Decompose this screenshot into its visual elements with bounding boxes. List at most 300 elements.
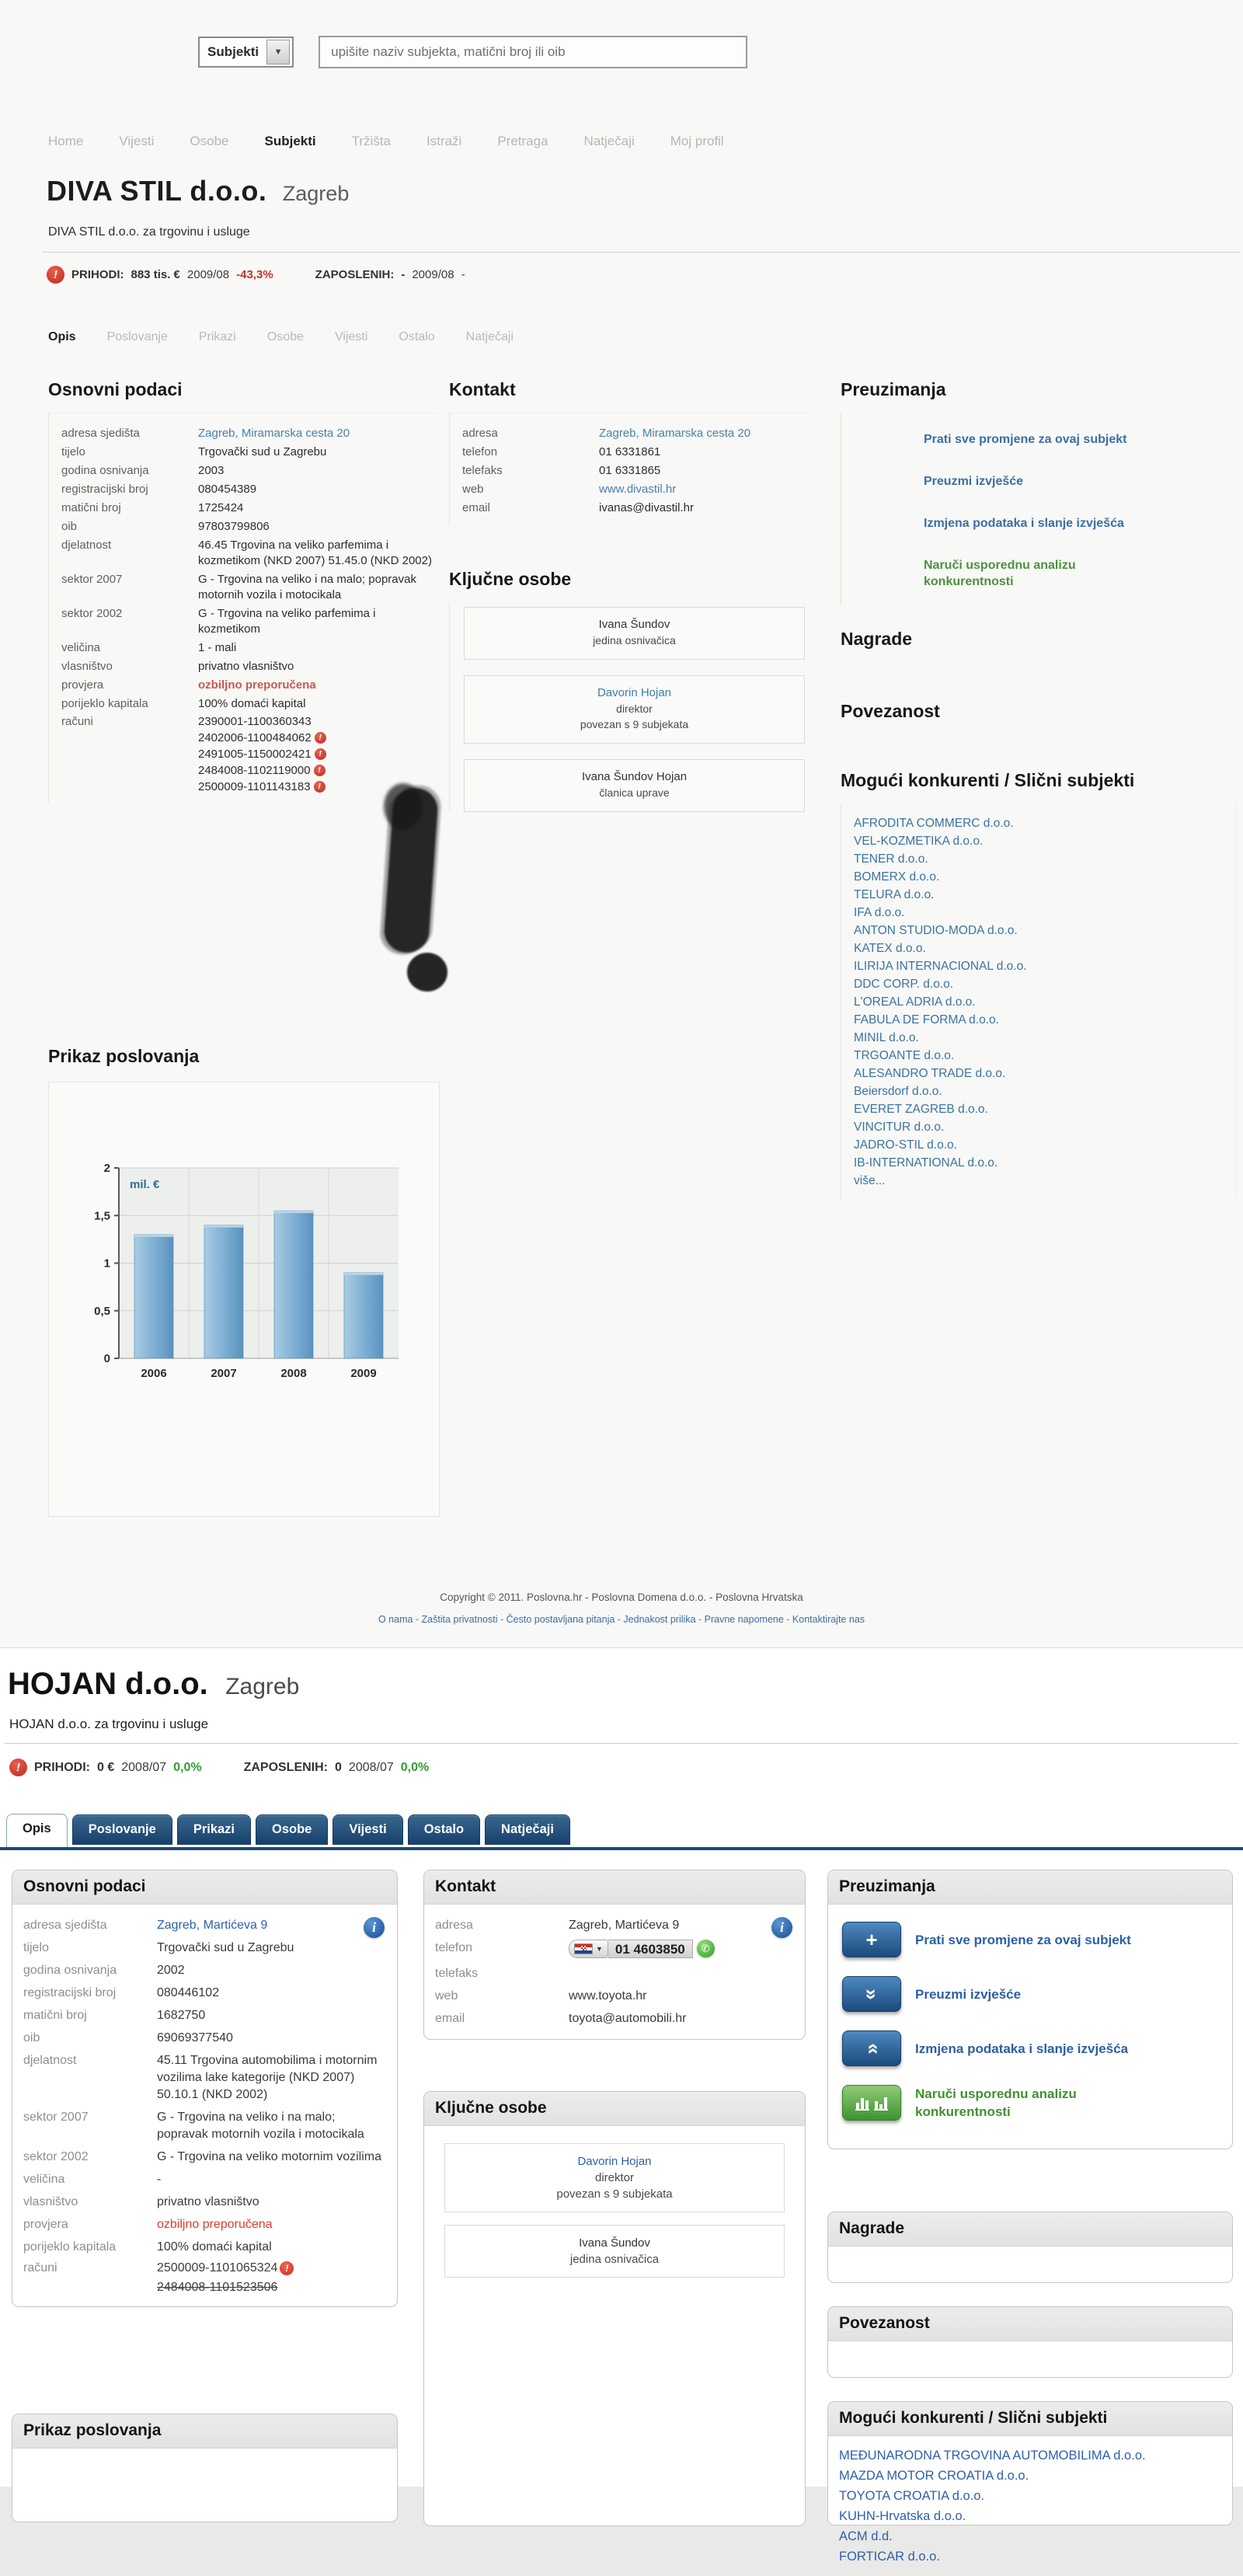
table-row xyxy=(23,2004,386,2027)
table-row xyxy=(23,2236,386,2258)
info-icon[interactable]: i xyxy=(364,1917,385,1938)
table-row xyxy=(23,2146,386,2168)
row-value: 080454389 xyxy=(198,483,257,496)
kontakt-box xyxy=(423,1870,806,2040)
call-icon[interactable]: ✆ xyxy=(697,1940,715,1957)
download-link[interactable]: Prati sve promjene za ovaj subjekt xyxy=(915,1932,1131,1947)
row-label: adresa xyxy=(435,1918,473,1932)
tab[interactable]: Poslovanje xyxy=(72,1814,172,1845)
column-osnovni xyxy=(48,379,438,803)
competitor-link[interactable]: JADRO-STIL d.o.o. xyxy=(854,1138,957,1152)
table-row xyxy=(61,518,438,536)
competitor-link[interactable]: TRGOANTE d.o.o. xyxy=(854,1049,955,1062)
web-link[interactable]: www.toyota.hr xyxy=(569,1989,647,2003)
table-row xyxy=(61,443,438,462)
tab[interactable]: Vijesti xyxy=(335,330,368,343)
company-name: DIVA STIL d.o.o. xyxy=(47,175,267,207)
racuni-list xyxy=(198,713,326,795)
osnovni-body xyxy=(12,1905,397,2306)
row-value: 2003 xyxy=(198,464,225,477)
competitor-link[interactable]: više... xyxy=(854,1174,886,1187)
zaposlenih-change: - xyxy=(461,268,465,281)
section-title-kljucne: Ključne osobe xyxy=(424,2092,805,2126)
row-label: registracijski broj xyxy=(23,1985,117,1999)
table-row xyxy=(61,499,438,518)
row-label: tijelo xyxy=(61,445,85,458)
footer-link[interactable]: O nama xyxy=(378,1614,413,1625)
section-title-prikaz: Prikaz poslovanja xyxy=(48,1046,200,1066)
person-name[interactable]: Davorin Hojan xyxy=(597,686,672,699)
analysis-button[interactable] xyxy=(842,2085,901,2121)
alert-badge-icon: ! xyxy=(315,732,326,744)
table-row xyxy=(23,1936,386,1959)
row-value: privatno vlasništvo xyxy=(157,2194,259,2208)
chevrons-up-icon: » xyxy=(859,2042,883,2055)
nagrade-box xyxy=(827,2212,1233,2283)
account-number: 2491005-1150002421 xyxy=(198,748,312,761)
search-input[interactable] xyxy=(319,36,747,68)
company-header xyxy=(8,1667,299,1702)
competitor-link[interactable]: ACM d.d. xyxy=(839,2529,893,2543)
table-row xyxy=(23,2027,386,2049)
zaposlenih-value: - xyxy=(401,268,406,281)
table-row xyxy=(435,2007,794,2030)
prihodi-label: PRIHODI: xyxy=(34,1760,90,1774)
row-label: sektor 2007 xyxy=(23,2110,89,2124)
table-row xyxy=(435,1985,794,2007)
row-label: oib xyxy=(23,2030,40,2044)
osnovni-rows xyxy=(23,1914,386,2258)
nav-item[interactable]: Moj profil xyxy=(670,134,724,148)
prihodi-label: PRIHODI: xyxy=(71,268,124,281)
competitor-link[interactable]: TENER d.o.o. xyxy=(854,852,928,866)
table-row xyxy=(435,1914,794,1936)
competitors-list xyxy=(828,2436,1232,2576)
section-title-nagrade: Nagrade xyxy=(828,2212,1232,2247)
copyright-text: Copyright © 2011. Poslovna.hr - Poslovna Domena d.o.o. - Poslovna Hrvatska xyxy=(440,1591,803,1603)
person-card xyxy=(464,759,805,812)
competitor-link[interactable]: L'OREAL ADRIA d.o.o. xyxy=(854,995,976,1009)
row-value: privatno vlasništvo xyxy=(198,660,294,673)
footer-links xyxy=(0,1614,1243,1625)
svg-text:2: 2 xyxy=(103,1162,110,1175)
tab[interactable]: Osobe xyxy=(256,1814,328,1845)
download-link[interactable]: Preuzmi izvješće xyxy=(915,1986,1022,2002)
svg-text:2007: 2007 xyxy=(211,1367,237,1380)
page-footer xyxy=(0,1591,1243,1625)
row-label: telefon xyxy=(462,445,498,458)
account-line xyxy=(157,2278,294,2297)
section-title-konkurenti: Mogući konkurenti / Slični subjekti xyxy=(828,2402,1232,2436)
row-label: računi xyxy=(23,2261,57,2274)
prihodi-period: 2009/08 xyxy=(186,268,230,281)
nav-item[interactable]: Natječaji xyxy=(583,134,635,148)
row-value: 100% domaći kapital xyxy=(157,2240,272,2254)
account-number: 2500009-1101065324 xyxy=(157,2261,278,2274)
section-title-kontakt: Kontakt xyxy=(449,379,516,399)
footer-link[interactable]: - Kontaktirajte nas xyxy=(784,1614,865,1625)
prihodi-period: 2008/07 xyxy=(121,1760,167,1774)
competitor-link[interactable]: IB-INTERNATIONAL d.o.o. xyxy=(854,1156,998,1169)
tab[interactable]: Prikazi xyxy=(198,330,236,343)
row-label: registracijski broj xyxy=(61,483,148,496)
table-row xyxy=(23,1959,386,1982)
bar-chart-icon xyxy=(855,2093,889,2112)
row-label: telefon xyxy=(435,1940,473,1954)
osnovni-table xyxy=(48,413,438,803)
osnovni-box xyxy=(12,1870,398,2307)
table-row xyxy=(462,424,813,443)
plus-icon: + xyxy=(865,1927,878,1951)
row-label: email xyxy=(462,501,490,514)
table-row xyxy=(23,2191,386,2213)
racuni-block xyxy=(61,713,438,795)
competitor-link[interactable]: VEL-KOZMETIKA d.o.o. xyxy=(854,835,984,848)
competitor-link[interactable]: BOMERX d.o.o. xyxy=(854,870,940,884)
table-row xyxy=(462,499,813,518)
info-icon[interactable]: i xyxy=(771,1917,792,1938)
prihodi-value: 883 tis. € xyxy=(131,268,180,281)
person-extra: povezan s 9 subjekata xyxy=(580,718,689,730)
row-value: 45.11 Trgovina automobilima i motornim vozilima lake kategorije (NKD 2007) 50.10.1 (NKD 2002) xyxy=(157,2053,378,2101)
alert-badge-icon: ! xyxy=(314,781,326,793)
account-line xyxy=(198,713,326,730)
tab[interactable]: Opis xyxy=(48,330,76,343)
row-label: adresa xyxy=(462,427,498,440)
prihodi-value: 0 € xyxy=(97,1760,115,1774)
row-label: porijeklo kapitala xyxy=(23,2240,117,2254)
section-title-preuzimanja: Preuzimanja xyxy=(841,379,946,399)
row-value: Zagreb, Martićeva 9 xyxy=(157,1918,268,1932)
row-label: adresa sjedišta xyxy=(23,1918,107,1932)
download-link[interactable]: Naruči usporednu analizu konkurentnosti xyxy=(924,559,1076,588)
row-value: Trgovački sud u Zagrebu xyxy=(198,445,327,458)
profile-tabs xyxy=(48,330,514,344)
email-value[interactable]: toyota@automobili.hr xyxy=(569,2011,687,2025)
row-label: email xyxy=(435,2011,465,2025)
table-row xyxy=(435,1962,794,1985)
download-link[interactable]: Naruči usporednu analizu konkurentnosti xyxy=(915,2086,1077,2119)
key-people-cards xyxy=(424,2126,805,2299)
kontakt-rows xyxy=(462,424,813,518)
prikaz-box xyxy=(12,2414,398,2522)
row-label: telefaks xyxy=(462,464,503,477)
account-line xyxy=(198,762,326,779)
tab[interactable]: Natječaji xyxy=(465,330,514,343)
kontakt-body xyxy=(424,1905,805,2039)
account-line xyxy=(157,2258,294,2278)
table-row xyxy=(23,2049,386,2106)
person-name[interactable]: Ivana Šundov Hojan xyxy=(581,770,688,783)
tab-underline xyxy=(0,1847,1243,1850)
svg-text:1,5: 1,5 xyxy=(94,1209,110,1223)
competitor-link[interactable]: TELURA d.o.o. xyxy=(854,888,935,901)
row-value: G - Trgovina na veliko motornim vozilima xyxy=(157,2149,381,2163)
company-subtitle: HOJAN d.o.o. za trgovinu i usluge xyxy=(9,1717,209,1731)
row-value[interactable]: Zagreb, Miramarska cesta 20 xyxy=(599,427,751,440)
competitor-link[interactable]: DDC CORP. d.o.o. xyxy=(854,978,954,991)
row-value: 100% domaći kapital xyxy=(198,697,306,710)
download-link[interactable]: Preuzmi izvješće xyxy=(924,475,1024,488)
phone-number: 01 4603850 xyxy=(608,1940,693,1958)
row-value: 69069377540 xyxy=(157,2030,233,2044)
row-label: veličina xyxy=(23,2172,65,2186)
alert-icon: ! xyxy=(47,266,64,284)
row-label: web xyxy=(462,483,484,496)
row-value[interactable]: 01 6331861 xyxy=(599,445,661,458)
racuni-list xyxy=(157,2258,294,2297)
row-value: Zagreb, Miramarska cesta 20 xyxy=(198,427,350,440)
pen-dot xyxy=(407,953,447,992)
phone-widget[interactable] xyxy=(569,1940,715,1958)
account-number: 2484008-1101523506 xyxy=(157,2281,278,2294)
divider xyxy=(5,1743,1238,1744)
person-card xyxy=(444,2225,785,2278)
competitor-link[interactable]: KATEX d.o.o. xyxy=(854,942,926,955)
nav-item[interactable]: Istraži xyxy=(427,134,462,148)
row-label: sektor 2002 xyxy=(61,607,123,620)
racuni-block xyxy=(23,2258,386,2297)
tab[interactable]: Ostalo xyxy=(408,1814,480,1845)
kontakt-table xyxy=(449,413,813,525)
row-label: provjera xyxy=(23,2217,68,2231)
tab[interactable]: Natječaji xyxy=(485,1814,570,1845)
table-row xyxy=(61,536,438,570)
row-label: telefaks xyxy=(435,1966,479,1980)
zaposlenih-label: ZAPOSLENIH: xyxy=(243,1760,329,1774)
person-extra: povezan s 9 subjekata xyxy=(556,2187,673,2201)
row-value: ozbiljno preporučena xyxy=(198,678,316,692)
table-row xyxy=(23,1914,386,1936)
row-label: porijeklo kapitala xyxy=(61,697,148,710)
table-row xyxy=(61,676,438,695)
zaposlenih-period: 2008/07 xyxy=(348,1760,394,1774)
account-line xyxy=(198,779,326,795)
competitors-list xyxy=(841,803,1237,1199)
row-value: 46.45 Trgovina na veliko parfemima i kozmetikom (NKD 2007) 51.45.0 (NKD 2002) xyxy=(198,539,432,567)
nav-item[interactable]: Subjekti xyxy=(264,134,316,148)
competitor-link[interactable]: Beiersdorf d.o.o. xyxy=(854,1085,942,1098)
svg-text:0,5: 0,5 xyxy=(94,1304,110,1318)
nav-item[interactable]: Tržišta xyxy=(351,134,391,148)
row-label: djelatnost xyxy=(23,2053,77,2067)
person-role: članica uprave xyxy=(599,786,670,799)
row-label: sektor 2002 xyxy=(23,2149,89,2163)
competitor-link[interactable]: KUHN-Hrvatska d.o.o. xyxy=(839,2509,966,2523)
row-value[interactable]: www.divastil.hr xyxy=(599,483,677,496)
row-value: 97803799806 xyxy=(198,520,270,533)
download-link[interactable]: Izmjena podataka i slanje izvješća xyxy=(924,517,1124,530)
page-hojan xyxy=(0,1647,1243,2564)
row-label: vlasništvo xyxy=(23,2194,78,2208)
section-title-nagrade: Nagrade xyxy=(841,629,913,649)
svg-text:2006: 2006 xyxy=(141,1367,167,1380)
row-value: 080446102 xyxy=(157,1985,220,1999)
row-value: 2002 xyxy=(157,1963,185,1977)
person-role: jedina osnivačica xyxy=(569,2253,660,2266)
tab[interactable]: Vijesti xyxy=(333,1814,402,1845)
account-number: 2484008-1102119000 xyxy=(198,764,311,777)
competitor-link[interactable]: ALESANDRO TRADE d.o.o. xyxy=(854,1067,1006,1080)
row-label: adresa sjedišta xyxy=(61,427,140,440)
profile-tabs xyxy=(6,1814,575,1845)
table-row xyxy=(61,462,438,480)
row-value[interactable]: 01 6331865 xyxy=(599,464,661,477)
person-role: jedina osnivačica xyxy=(593,634,676,647)
bar-chart xyxy=(72,1145,418,1393)
table-row xyxy=(435,1936,794,1962)
download-link[interactable]: Izmjena podataka i slanje izvješća xyxy=(915,2041,1129,2056)
download-row[interactable] xyxy=(842,2085,1218,2121)
zaposlenih-value: 0 xyxy=(335,1760,342,1774)
table-row xyxy=(61,695,438,713)
table-row xyxy=(61,639,438,657)
tab[interactable]: Ostalo xyxy=(399,330,435,343)
competitor-link[interactable]: MEĐUNARODNA TRGOVINA AUTOMOBILIMA d.o.o. xyxy=(839,2449,1146,2463)
competitor-link[interactable]: TOYOTA CROATIA d.o.o. xyxy=(839,2489,985,2503)
section-title-osnovni: Osnovni podaci xyxy=(12,1870,397,1905)
zaposlenih-period: 2009/08 xyxy=(412,268,454,281)
row-label: veličina xyxy=(61,641,101,654)
competitor-link[interactable]: IFA d.o.o. xyxy=(854,906,905,919)
company-city: Zagreb xyxy=(225,1674,300,1699)
competitor-link[interactable]: EVERET ZAGREB d.o.o. xyxy=(854,1103,988,1116)
row-label: web xyxy=(435,1989,458,2003)
key-people-cards xyxy=(449,602,813,812)
account-line xyxy=(198,730,326,746)
osnovni-rows xyxy=(61,424,438,713)
svg-text:2009: 2009 xyxy=(350,1367,377,1380)
nav-item[interactable]: Osobe xyxy=(190,134,229,148)
competitor-link[interactable]: ANTON STUDIO-MODA d.o.o. xyxy=(854,924,1018,937)
section-title-konkurenti: Mogući konkurenti / Slični subjekti xyxy=(841,770,1135,790)
alert-icon: ! xyxy=(9,1759,27,1776)
search-category-select[interactable] xyxy=(198,37,294,68)
download-row[interactable] xyxy=(842,2030,1218,2066)
row-label: tijelo xyxy=(23,1940,49,1954)
download-report-button[interactable] xyxy=(842,1976,901,2012)
person-card xyxy=(464,607,805,660)
table-row xyxy=(61,424,438,443)
row-value xyxy=(569,1965,794,1982)
alert-badge-icon: ! xyxy=(314,765,326,776)
svg-text:1: 1 xyxy=(103,1257,110,1271)
row-value: G - Trgovina na veliko i na malo; popravak motornih vozila i motocikala xyxy=(198,573,416,601)
row-label: godina osnivanja xyxy=(23,1963,117,1977)
chevrons-down-icon: » xyxy=(860,1988,884,2000)
person-card xyxy=(464,675,805,744)
table-row xyxy=(462,443,813,462)
person-role: direktor xyxy=(594,2171,635,2184)
nav-item[interactable]: Vijesti xyxy=(119,134,155,148)
account-line xyxy=(198,746,326,762)
phone-widget-cell xyxy=(569,1940,794,1960)
competitor-link[interactable]: MINIL d.o.o. xyxy=(854,1031,919,1044)
address-link[interactable]: Zagreb, Martićeva 9 xyxy=(569,1918,680,1932)
footer-link[interactable]: - Često postavljana pitanja xyxy=(498,1614,615,1625)
nav-item[interactable]: Pretraga xyxy=(497,134,548,148)
tab[interactable]: Opis xyxy=(6,1814,68,1847)
row-value[interactable]: ivanas@divastil.hr xyxy=(599,501,694,514)
row-label: oib xyxy=(61,520,78,533)
kljucne-box xyxy=(423,2091,806,2526)
person-role: direktor xyxy=(616,702,653,715)
column-kontakt xyxy=(449,379,813,828)
tab[interactable]: Poslovanje xyxy=(106,330,168,343)
account-number: 2390001-1100360343 xyxy=(198,715,312,728)
table-row xyxy=(23,2213,386,2236)
chevron-down-icon[interactable]: ▼ xyxy=(266,40,290,64)
tab[interactable]: Osobe xyxy=(266,330,304,343)
row-label: sektor 2007 xyxy=(61,573,123,586)
konkurenti-box xyxy=(827,2401,1233,2564)
competitor-link[interactable]: VINCITUR d.o.o. xyxy=(854,1121,945,1134)
table-row xyxy=(462,462,813,480)
chevron-down-icon: ▼ xyxy=(596,1944,603,1953)
divider xyxy=(43,252,1239,253)
competitor-link[interactable]: AFRODITA COMMERC d.o.o. xyxy=(854,817,1014,830)
row-value: - xyxy=(157,2172,162,2186)
table-row xyxy=(462,480,813,499)
row-label: godina osnivanja xyxy=(61,464,149,477)
croatia-flag-icon xyxy=(574,1943,593,1954)
footer-link[interactable]: - Jednakost prilika xyxy=(615,1614,695,1625)
row-label: provjera xyxy=(61,678,104,692)
competitor-link[interactable]: FABULA DE FORMA d.o.o. xyxy=(854,1013,999,1027)
person-name[interactable]: Ivana Šundov xyxy=(579,2236,650,2250)
section-title-povezanost: Povezanost xyxy=(841,701,940,721)
row-value: G - Trgovina na veliko i na malo; popravak motornih vozila i motocikala xyxy=(157,2110,364,2141)
row-value: 1682750 xyxy=(157,2008,206,2022)
alert-badge-icon: ! xyxy=(280,2261,294,2275)
download-links xyxy=(841,413,1237,605)
download-link[interactable]: Prati sve promjene za ovaj subjekt xyxy=(924,433,1127,446)
key-stats xyxy=(47,266,465,284)
footer-link[interactable]: - Pravne napomene xyxy=(696,1614,784,1625)
person-name[interactable]: Davorin Hojan xyxy=(577,2155,652,2168)
table-row xyxy=(23,1982,386,2004)
tab[interactable]: Prikazi xyxy=(177,1814,251,1845)
footer-link[interactable]: - Zaštita privatnosti xyxy=(413,1614,497,1625)
prihodi-change: -43,3% xyxy=(236,268,273,281)
competitor-link[interactable]: FORTICAR d.o.o. xyxy=(839,2550,940,2564)
follow-button[interactable] xyxy=(842,1922,901,1957)
row-value: 1 - mali xyxy=(198,641,237,654)
column-right xyxy=(841,379,1237,1199)
country-select[interactable] xyxy=(569,1940,608,1958)
zaposlenih-label: ZAPOSLENIH: xyxy=(315,268,395,281)
company-name: HOJAN d.o.o. xyxy=(8,1667,208,1701)
person-card xyxy=(444,2143,785,2212)
row-label: vlasništvo xyxy=(61,660,113,673)
person-name[interactable]: Ivana Šundov xyxy=(598,618,670,631)
search-category-value: Subjekti xyxy=(207,44,259,59)
upload-data-button[interactable] xyxy=(842,2030,901,2066)
row-label: matični broj xyxy=(23,2008,87,2022)
preuzimanja-box xyxy=(827,1870,1233,2149)
competitor-link[interactable]: MAZDA MOTOR CROATIA d.o.o. xyxy=(839,2469,1029,2483)
competitor-link[interactable]: ILIRIJA INTERNACIONAL d.o.o. xyxy=(854,960,1027,973)
table-row xyxy=(61,605,438,639)
main-nav xyxy=(48,134,724,149)
svg-text:mil. €: mil. € xyxy=(130,1178,160,1191)
nav-item[interactable]: Home xyxy=(48,134,84,148)
download-row[interactable] xyxy=(842,1976,1218,2012)
section-title-osnovni: Osnovni podaci xyxy=(48,379,183,399)
download-row[interactable] xyxy=(842,1922,1218,1957)
key-stats xyxy=(9,1759,429,1776)
section-title-povezanost: Povezanost xyxy=(828,2307,1232,2341)
